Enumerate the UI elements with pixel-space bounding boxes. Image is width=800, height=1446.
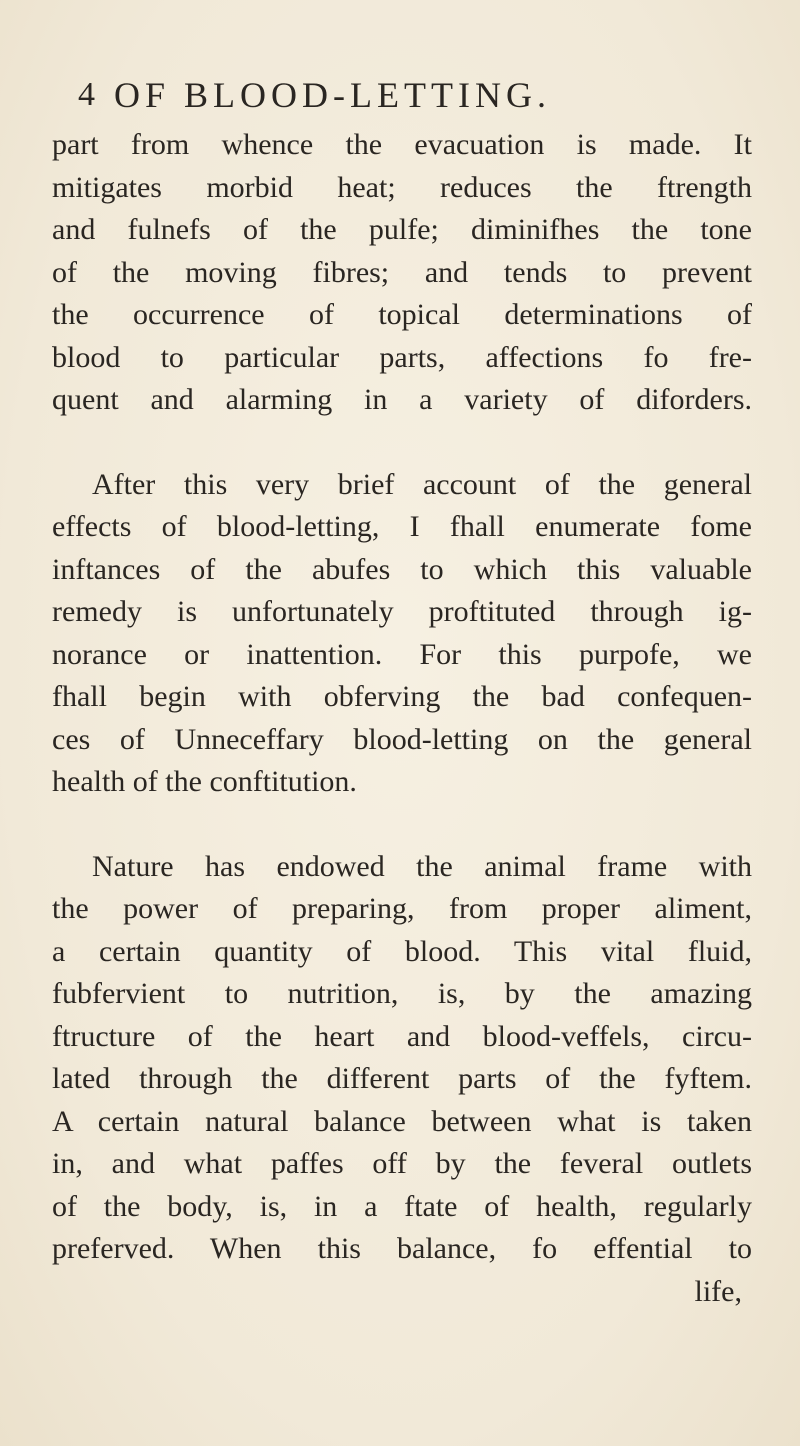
text-line: blood to particular parts, affections fo fre- — [52, 340, 752, 374]
text-line: of the body, is, in a ftate of health, regularly — [52, 1189, 752, 1223]
text-line: quent and alarming in a variety of diforders. — [52, 383, 752, 416]
body-text — [52, 124, 752, 1313]
text-line: of the moving fibres; and tends to prevent — [52, 255, 752, 289]
text-line: in, and what paffes off by the feveral outlets — [52, 1147, 752, 1180]
text-line: norance or inattention. For this purpofe, we — [52, 637, 752, 671]
text-line: a certain quantity of blood. This vital fluid, — [52, 934, 752, 968]
text-line: lated through the different parts of the fyftem. — [52, 1062, 752, 1095]
catchword: life, — [694, 1274, 742, 1308]
text-line: Nature has endowed the animal frame with — [92, 849, 752, 883]
text-line: and fulnefs of the pulfe; diminifhes the tone — [52, 213, 752, 246]
paragraph-gap — [52, 804, 752, 846]
paragraph-3 — [52, 846, 752, 1314]
text-line: ces of Unneceffary blood-letting on the general — [52, 722, 752, 756]
text-line: fubfervient to nutrition, is, by the amazing — [52, 977, 752, 1010]
text-line: the occurrence of topical determinations of — [52, 298, 752, 331]
text-line: ftructure of the heart and blood-veffels, circu- — [52, 1019, 752, 1053]
text-line: part from whence the evacuation is made. It — [52, 128, 752, 161]
paragraph-gap — [52, 422, 752, 464]
page-header — [78, 70, 738, 120]
text-line: preferved. When this balance, fo effential to — [52, 1232, 752, 1265]
page-number: 4 — [78, 76, 96, 113]
text-line: After this very brief account of the general — [92, 467, 752, 501]
text-line: the power of preparing, from proper aliment, — [52, 892, 752, 925]
text-line: effects of blood-letting, I fhall enumerate fome — [52, 510, 752, 543]
paragraph-1 — [52, 124, 752, 422]
text-line: health of the conftitution. — [52, 765, 357, 798]
text-line: A certain natural balance between what is taken — [52, 1104, 752, 1138]
text-line: mitigates morbid heat; reduces the ftrength — [52, 170, 752, 204]
running-title: OF BLOOD-LETTING. — [114, 75, 551, 115]
text-line: inftances of the abufes to which this valuable — [52, 552, 752, 586]
text-line: remedy is unfortunately proftituted through ig- — [52, 595, 752, 628]
text-line: fhall begin with obferving the bad confequen- — [52, 680, 752, 713]
paragraph-2 — [52, 464, 752, 804]
